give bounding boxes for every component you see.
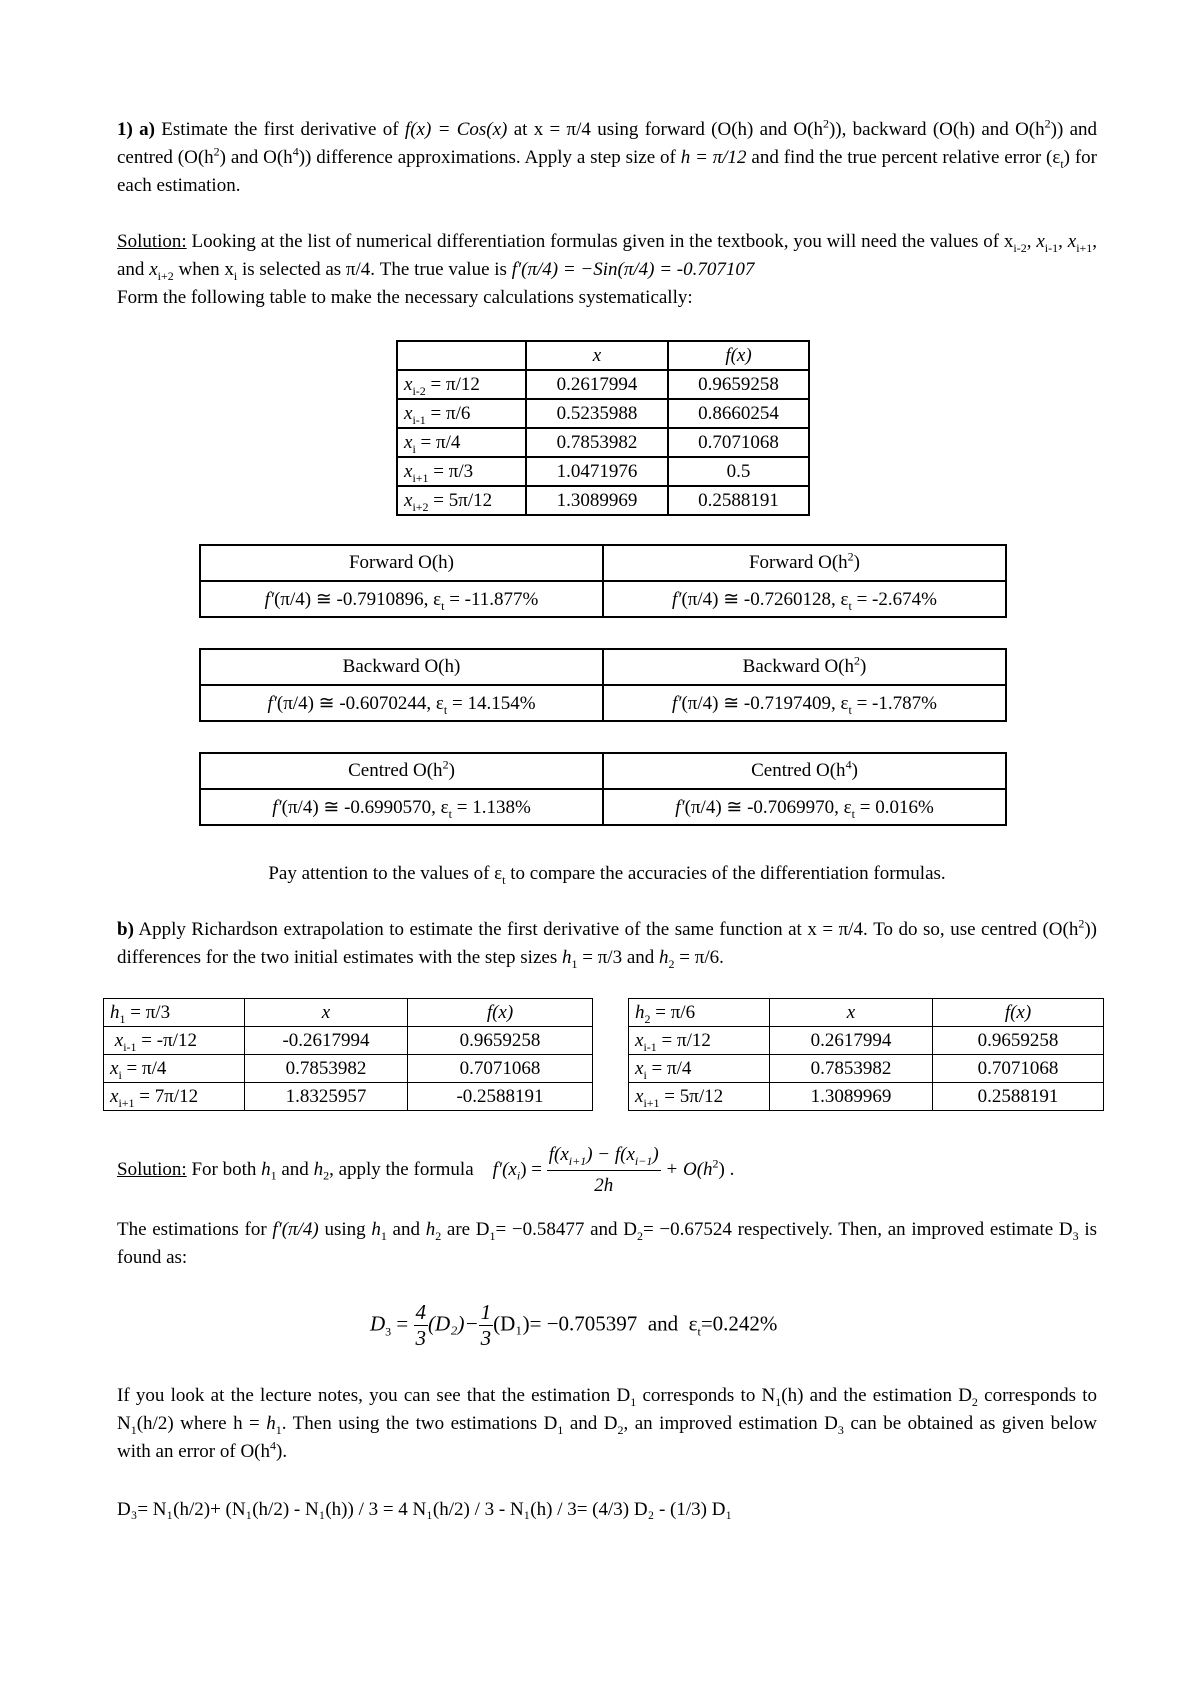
solution-label: Solution: [117, 1158, 187, 1180]
text: For both [191, 1158, 257, 1180]
text: when x [178, 259, 234, 280]
cell-fx: 0.7071068 [668, 428, 809, 457]
result-cell: f′(π/4) ≅ -0.7260128, $\varepsilon_t = -2.674\%$ [603, 581, 1006, 617]
text: (h/2) where h = [136, 1413, 260, 1434]
table-h2 [628, 998, 1104, 1111]
text: and D [590, 1219, 637, 1240]
table-header: f(x) [668, 341, 809, 370]
text: =0.242% [700, 1311, 778, 1336]
text: -0.7910896 [336, 588, 424, 610]
row-label: $x_i = \pi/4$ [104, 1055, 245, 1083]
text: -1.787% [872, 692, 937, 714]
cell-x: 0.5235988 [526, 399, 668, 428]
text: = 7π/12 [139, 1085, 199, 1107]
text: )) and centred (O(h [117, 119, 1098, 168]
text: -0.6070244 [339, 692, 427, 714]
text: = π/6 [655, 1001, 696, 1023]
row-label: $x_{i+1} = \pi/3$ [397, 457, 526, 486]
cell-x: 0.2617994 [770, 1027, 933, 1055]
text: , an improved estimation D [623, 1413, 838, 1434]
table-row [104, 1027, 593, 1055]
text: corresponds to N [117, 1385, 1098, 1434]
text: = π/12 [661, 1029, 711, 1051]
row-label: $x_i = \pi/4$ [629, 1055, 770, 1083]
cell-x: 0.7853982 [770, 1055, 933, 1083]
text: at x = π/4 using forward (O(h) and O(h [513, 119, 823, 140]
table-row [104, 1055, 593, 1083]
text: to compare the accuracies of the differentiation formulas. [510, 863, 946, 884]
text: = π/3 [130, 1001, 171, 1023]
text: can be obtained as given below with an error of O(h [117, 1413, 1098, 1462]
result-cell: f′(π/4) ≅ -0.7910896, $\varepsilon_t = -11.877\%$ [200, 581, 603, 617]
solution-2: Solution: For both $h_1$ and $h_2$, apply the formula $f'(x_i)$ = $\frac{f(x_{i+1}) - f(x_{i-1})}{2h}$ + $O(h^2)$ . [117, 1140, 1097, 1201]
method-header: Backward $O(h^2)$ [603, 649, 1006, 685]
result-cell: f′(π/4) ≅ -0.6990570, $\varepsilon_t = 1.138\%$ [200, 789, 603, 825]
cell-fx: 0.7071068 [933, 1055, 1104, 1083]
solution-1: Solution: Looking at the list of numerical differentiation formulas given in the textbook, you will need the values of $x_{i-2}$, $x_{i-1}$, $x_{i+1}$, and $x_{i+2}$ when $x_i$ is selected as π/4. The true value is f′(π/4) = −Sin(π/4) = -0.707107 Form the following table to make the necessary calculations systematically: [117, 231, 1098, 308]
fraction [414, 1300, 429, 1351]
table-header: f(x) [408, 999, 593, 1027]
formula-fraction [547, 1140, 661, 1201]
function-expression: f(x) = Cos(x) [404, 119, 508, 140]
table-row [397, 428, 809, 457]
text: 4 [415, 1300, 427, 1324]
table-header: $h_2 = \pi/6$ [629, 999, 770, 1027]
row-label: $x_{i+1} = 7\pi/12$ [104, 1083, 245, 1111]
text: (h) and the estimation D [781, 1385, 972, 1406]
text: -0.7197409 [743, 692, 831, 714]
text: Centred O(h [751, 760, 846, 781]
text: Centred O(h [348, 760, 443, 781]
table-row [629, 1055, 1104, 1083]
cell-x: 0.7853982 [526, 428, 668, 457]
text: )), backward (O(h) and O(h [828, 119, 1045, 140]
row-label: $x_{i+2} = 5\pi/12$ [397, 486, 526, 515]
table-row [397, 486, 809, 515]
values-table [396, 340, 810, 516]
text: 1.138% [472, 796, 531, 818]
table-header: x [770, 999, 933, 1027]
row-label: $x_i = \pi/4$ [397, 428, 526, 457]
cell-x: 1.3089969 [770, 1083, 933, 1111]
text: and D [569, 1413, 618, 1434]
cell-fx: 0.5 [668, 457, 809, 486]
text: -0.7069970 [747, 796, 835, 818]
text: + O(h [665, 1158, 713, 1180]
table-header: $h_1 = \pi/3$ [104, 999, 245, 1027]
text: Form the following table to make the necessary calculations systematically: [117, 287, 693, 308]
text: are D [446, 1219, 490, 1240]
text: = −0.67524 [642, 1219, 732, 1240]
text: Estimate the first derivative of [161, 119, 399, 140]
question-label: b) [117, 919, 134, 940]
cell-fx: -0.2588191 [408, 1083, 593, 1111]
method-header: Centred $O(h^4)$ [603, 753, 1006, 789]
text: 1 [480, 1300, 492, 1324]
table-header: f(x) [933, 999, 1104, 1027]
row-label: $x_{i-1} = -\pi/12$ [104, 1027, 245, 1055]
question-label: 1) a) [117, 119, 155, 140]
text: f′(x [492, 1158, 517, 1180]
text: = 5π/12 [664, 1085, 724, 1107]
text: (D₂)− [428, 1311, 479, 1336]
text: = -π/12 [141, 1029, 197, 1051]
table-header [397, 341, 526, 370]
text: Backward O(h [742, 656, 854, 677]
row-label: $x_{i-1} = \pi/12$ [629, 1027, 770, 1055]
text: = π/4 [126, 1057, 167, 1079]
cell-fx: 0.7071068 [408, 1055, 593, 1083]
text: )) differences for the two initial estimates with the step sizes [117, 919, 1097, 968]
text: -0.6990570 [344, 796, 432, 818]
text: corresponds to N [642, 1385, 776, 1406]
text: Apply Richardson extrapolation to estimate the first derivative of the same function at x = π/4. To do so, use centred (O(h [138, 919, 1079, 940]
text: ) and O(h [219, 147, 293, 168]
text: , apply the formula [329, 1158, 474, 1180]
text: -2.674% [872, 588, 937, 610]
richardson-equation: $D_3$ = $\frac{4}{3}$ (D₂)− $\frac{1}{3}$ (D₁)= −0.705397 and $\varepsilon_t=0.242\%$ [370, 1300, 778, 1350]
text: -11.877% [464, 588, 539, 610]
method-header: Forward O(h) [200, 545, 603, 581]
text: -0.7260128 [743, 588, 831, 610]
question-1a: 1) a) Estimate the first derivative of f(x) = Cos(x) at x = π/4 using forward (O(h) and $O(h^2)$), backward (O(h) and $O(h^2)$) and centred ($O(h^2)$ and $O(h^4)$) difference approximations. Apply a step size of h = π/12 and find the true percent relative error $(\varepsilon_t)$ for each estimation. [117, 116, 1098, 196]
cell-fx: 0.9659258 [408, 1027, 593, 1055]
text: is found as: [117, 1219, 1097, 1268]
row-label: $x_{i-1} = \pi/6$ [397, 399, 526, 428]
cell-x: 0.7853982 [245, 1055, 408, 1083]
cell-x: 1.3089969 [526, 486, 668, 515]
table-row [629, 1027, 1104, 1055]
text: is selected as π/4. The true value is [241, 259, 507, 280]
table-row [104, 1083, 593, 1111]
attention-note: Pay attention to the values of $\varepsilon_t$ to compare the accuracies of the differentiation formulas. [268, 863, 946, 887]
cell-x: 1.0471976 [526, 457, 668, 486]
lecture-notes-text: If you look at the lecture notes, you can see that the estimation $D_1$ corresponds to $N_1(h)$ and the estimation $D_2$ corresponds to $N_1(h/2)$ where $h = h_1$. Then using the two estimations $D_1$ and $D_2$, an improved estimation $D_3$ can be obtained as given below with an error of $O(h^4)$. [117, 1385, 1098, 1462]
text: = −0.58477 [495, 1219, 585, 1240]
cell-fx: 0.9659258 [933, 1027, 1104, 1055]
text: Looking at the list of numerical differentiation formulas given in the textbook, you will need the values of x [191, 231, 1014, 252]
question-1b: b) Apply Richardson extrapolation to estimate the first derivative of the same function at x = π/4. To do so, use centred $(O(h^2))$ differences for the two initial estimates with the step sizes $h_1 = \pi/3$ and $h_2 = \pi/6$. [117, 916, 1097, 971]
fraction [479, 1300, 494, 1351]
text: 14.154% [467, 692, 536, 714]
true-value: f′(π/4) = −Sin(π/4) = -0.707107 [511, 259, 755, 280]
cell-fx: 0.2588191 [933, 1083, 1104, 1111]
text: . Then using the two estimations D [281, 1413, 558, 1434]
table-h1 [103, 998, 593, 1111]
cell-x: -0.2617994 [245, 1027, 408, 1055]
text: ). [276, 1441, 288, 1462]
text: and [281, 1158, 309, 1180]
solution-label: Solution: [117, 231, 187, 252]
text: 3 [480, 1326, 492, 1350]
final-formula [117, 1496, 1097, 1524]
row-label: $x_{i-2} = \pi/12$ [397, 370, 526, 399]
text: )) difference approximations. Apply a step size of [298, 147, 676, 168]
method-header: Centred $O(h^2)$ [200, 753, 603, 789]
results-centred [199, 752, 1007, 826]
result-cell: f′(π/4) ≅ -0.7197409, $\varepsilon_t = -1.787\%$ [603, 685, 1006, 721]
estimations-text: The estimations for f′(π/4) using $h_1$ and $h_2$ are $D_1= -0.58477$ and $D_2= -0.67524$ respectively. Then, an improved estimate $D_3$ is found as: [117, 1219, 1097, 1268]
table-header: x [245, 999, 408, 1027]
table-header: x [526, 341, 668, 370]
text: Forward O(h [748, 552, 848, 573]
text: If you look at the lecture notes, you can see that the estimation D [117, 1385, 631, 1406]
text: and find the true percent relative error (ε [751, 147, 1061, 168]
text: = π/4 [651, 1057, 692, 1079]
text: D₃= N₁(h/2)+ (N₁(h/2) - N₁(h)) / 3 = 4 N₁(h/2) / 3 - N₁(h) / 3= (4/3) D₂ - (1/3) D₁ [117, 1499, 733, 1520]
table-row [397, 457, 809, 486]
text: Pay attention to the values of ε [268, 863, 503, 884]
text: ) for each estimation. [117, 147, 1098, 196]
text: and [626, 947, 655, 968]
text: using [324, 1219, 366, 1240]
row-label: $x_{i+1} = 5\pi/12$ [629, 1083, 770, 1111]
text: f′(π/4) [272, 1219, 319, 1240]
text: (D₁)= −0.705397 [493, 1311, 638, 1336]
method-header: Forward $O(h^2)$ [603, 545, 1006, 581]
denominator: 2h [594, 1175, 614, 1196]
text: 0.016% [875, 796, 934, 818]
numerator: $f(x_{i+1}) - f(x_{i-1})$ [547, 1140, 661, 1171]
cell-x: 1.8325957 [245, 1083, 408, 1111]
text: D [370, 1311, 386, 1336]
step-size: h = π/12 [680, 147, 747, 168]
cell-fx: 0.8660254 [668, 399, 809, 428]
table-row [397, 370, 809, 399]
text: respectively. Then, an improved estimate D [737, 1219, 1073, 1240]
table-row [629, 1083, 1104, 1111]
result-cell: f′(π/4) ≅ -0.6070244, $\varepsilon_t = 14.154\%$ [200, 685, 603, 721]
method-header: Backward O(h) [200, 649, 603, 685]
text: 3 [415, 1326, 427, 1350]
results-forward [199, 544, 1007, 618]
cell-x: 0.2617994 [526, 370, 668, 399]
cell-fx: 0.9659258 [668, 370, 809, 399]
text: The estimations for [117, 1219, 267, 1240]
text: and [647, 1311, 679, 1336]
result-cell: f′(π/4) ≅ -0.7069970, $\varepsilon_t = 0.016\%$ [603, 789, 1006, 825]
table-row [397, 399, 809, 428]
results-backward [199, 648, 1007, 722]
cell-fx: 0.2588191 [668, 486, 809, 515]
